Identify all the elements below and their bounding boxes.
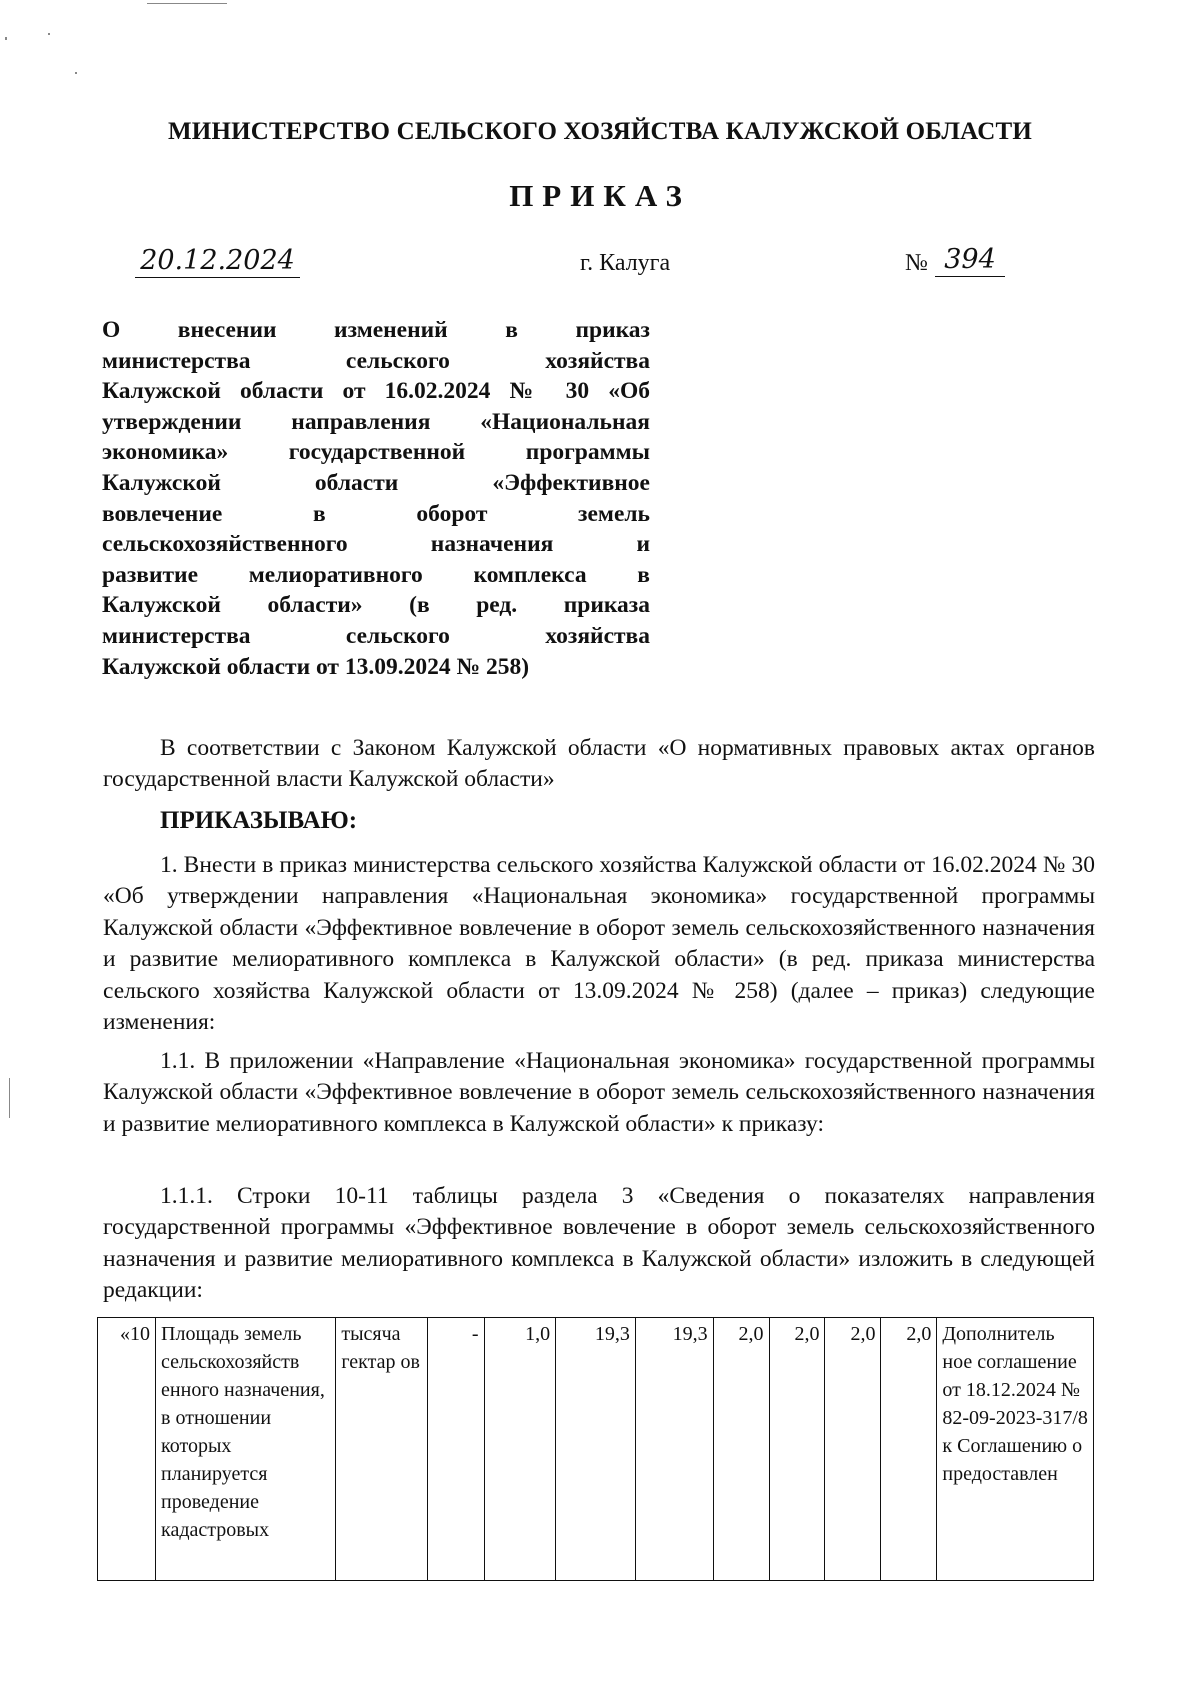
scan-mark [75,72,77,74]
subject-line: экономика» государственной программы [102,439,650,466]
indicators-table [97,1317,1094,1581]
cell-value: 2,0 [881,1318,937,1581]
order-city: г. Калуга [580,250,671,276]
scan-mark [48,33,50,35]
subject-line: Калужской области от 13.09.2024 № 258) [102,653,530,680]
subject-line: министерства сельского хозяйства [102,347,650,374]
document-type: ПРИКАЗ [509,178,691,213]
subject-line: О внесении изменений в приказ [102,317,650,343]
subject-line: Калужской области от 16.02.2024 № 30 «Об [102,378,650,405]
order-subject [102,315,650,682]
subject-line: министерства сельского хозяйства [102,622,650,649]
legal-basis-paragraph: В соответствии с Законом Калужской области «О нормативных правовых актах органов государственной власти Калужской области» [103,735,1095,792]
cell-value: 2,0 [769,1318,825,1581]
cell-indicator-name: Площадь земель сельскохозяйств енного назначения, в отношении которых планируется проведение кадастровых [156,1318,336,1581]
paragraph-1: 1. Внести в приказ министерства сельского хозяйства Калужской области от 16.02.2024 № 30 «Об утверждении направления «Национальная экономика» государственной программы Калужской области «Эффективное вовлечение в оборот земель сельскохозяйственного назначения и развитие мелиоративного комплекса в Калужской области» (в ред. приказа министерства сельского хозяйства Калужской области от 13.09.2024 № 258) (далее – приказ) следующие изменения: [103,852,1095,1036]
order-number: 394 [935,244,1005,277]
scan-mark [147,3,227,4]
table-row [98,1318,1094,1581]
cell-value: 19,3 [556,1318,636,1581]
cell-note: Дополнитель ное соглашение от 18.12.2024 № 82-09-2023-317/8 к Соглашению о предоставлен [937,1318,1094,1581]
order-date: 20.12.2024 [135,245,300,278]
subject-line: вовлечение в оборот земель [102,500,650,527]
subject-line: сельскохозяйственного назначения и [102,531,650,558]
cell-value: 2,0 [825,1318,881,1581]
subject-line: Калужской области» (в ред. приказа [102,592,650,619]
order-number-label: № [905,250,928,276]
cell-row-number: «10 [98,1318,156,1581]
cell-value: - [427,1318,484,1581]
cell-value: 2,0 [713,1318,769,1581]
subject-line: Калужской области «Эффективное [102,469,650,496]
cell-value: 1,0 [484,1318,556,1581]
subject-line: утверждении направления «Национальная [102,408,650,435]
scan-mark [9,1078,10,1118]
cell-value: 19,3 [635,1318,713,1581]
subject-line: развитие мелиоративного комплекса в [102,561,650,588]
ministry-title: МИНИСТЕРСТВО СЕЛЬСКОГО ХОЗЯЙСТВА КАЛУЖСКОЙ ОБЛАСТИ [168,118,1032,145]
scan-mark [5,37,7,40]
paragraph-1-1-1: 1.1.1. Строки 10-11 таблицы раздела 3 «Сведения о показателях направления государственной программы «Эффективное вовлечение в оборот земель сельскохозяйственного назначения и развитие мелиоративного комплекса в Калужской области» изложить в следующей редакции: [103,1183,1095,1304]
cell-unit: тысяча гектар ов [336,1318,427,1581]
order-heading: ПРИКАЗЫВАЮ: [160,807,358,834]
paragraph-1-1: 1.1. В приложении «Направление «Национальная экономика» государственной программы Калужской области «Эффективное вовлечение в оборот земель сельскохозяйственного назначения и развитие мелиоративного комплекса в Калужской области» к приказу: [103,1048,1095,1137]
